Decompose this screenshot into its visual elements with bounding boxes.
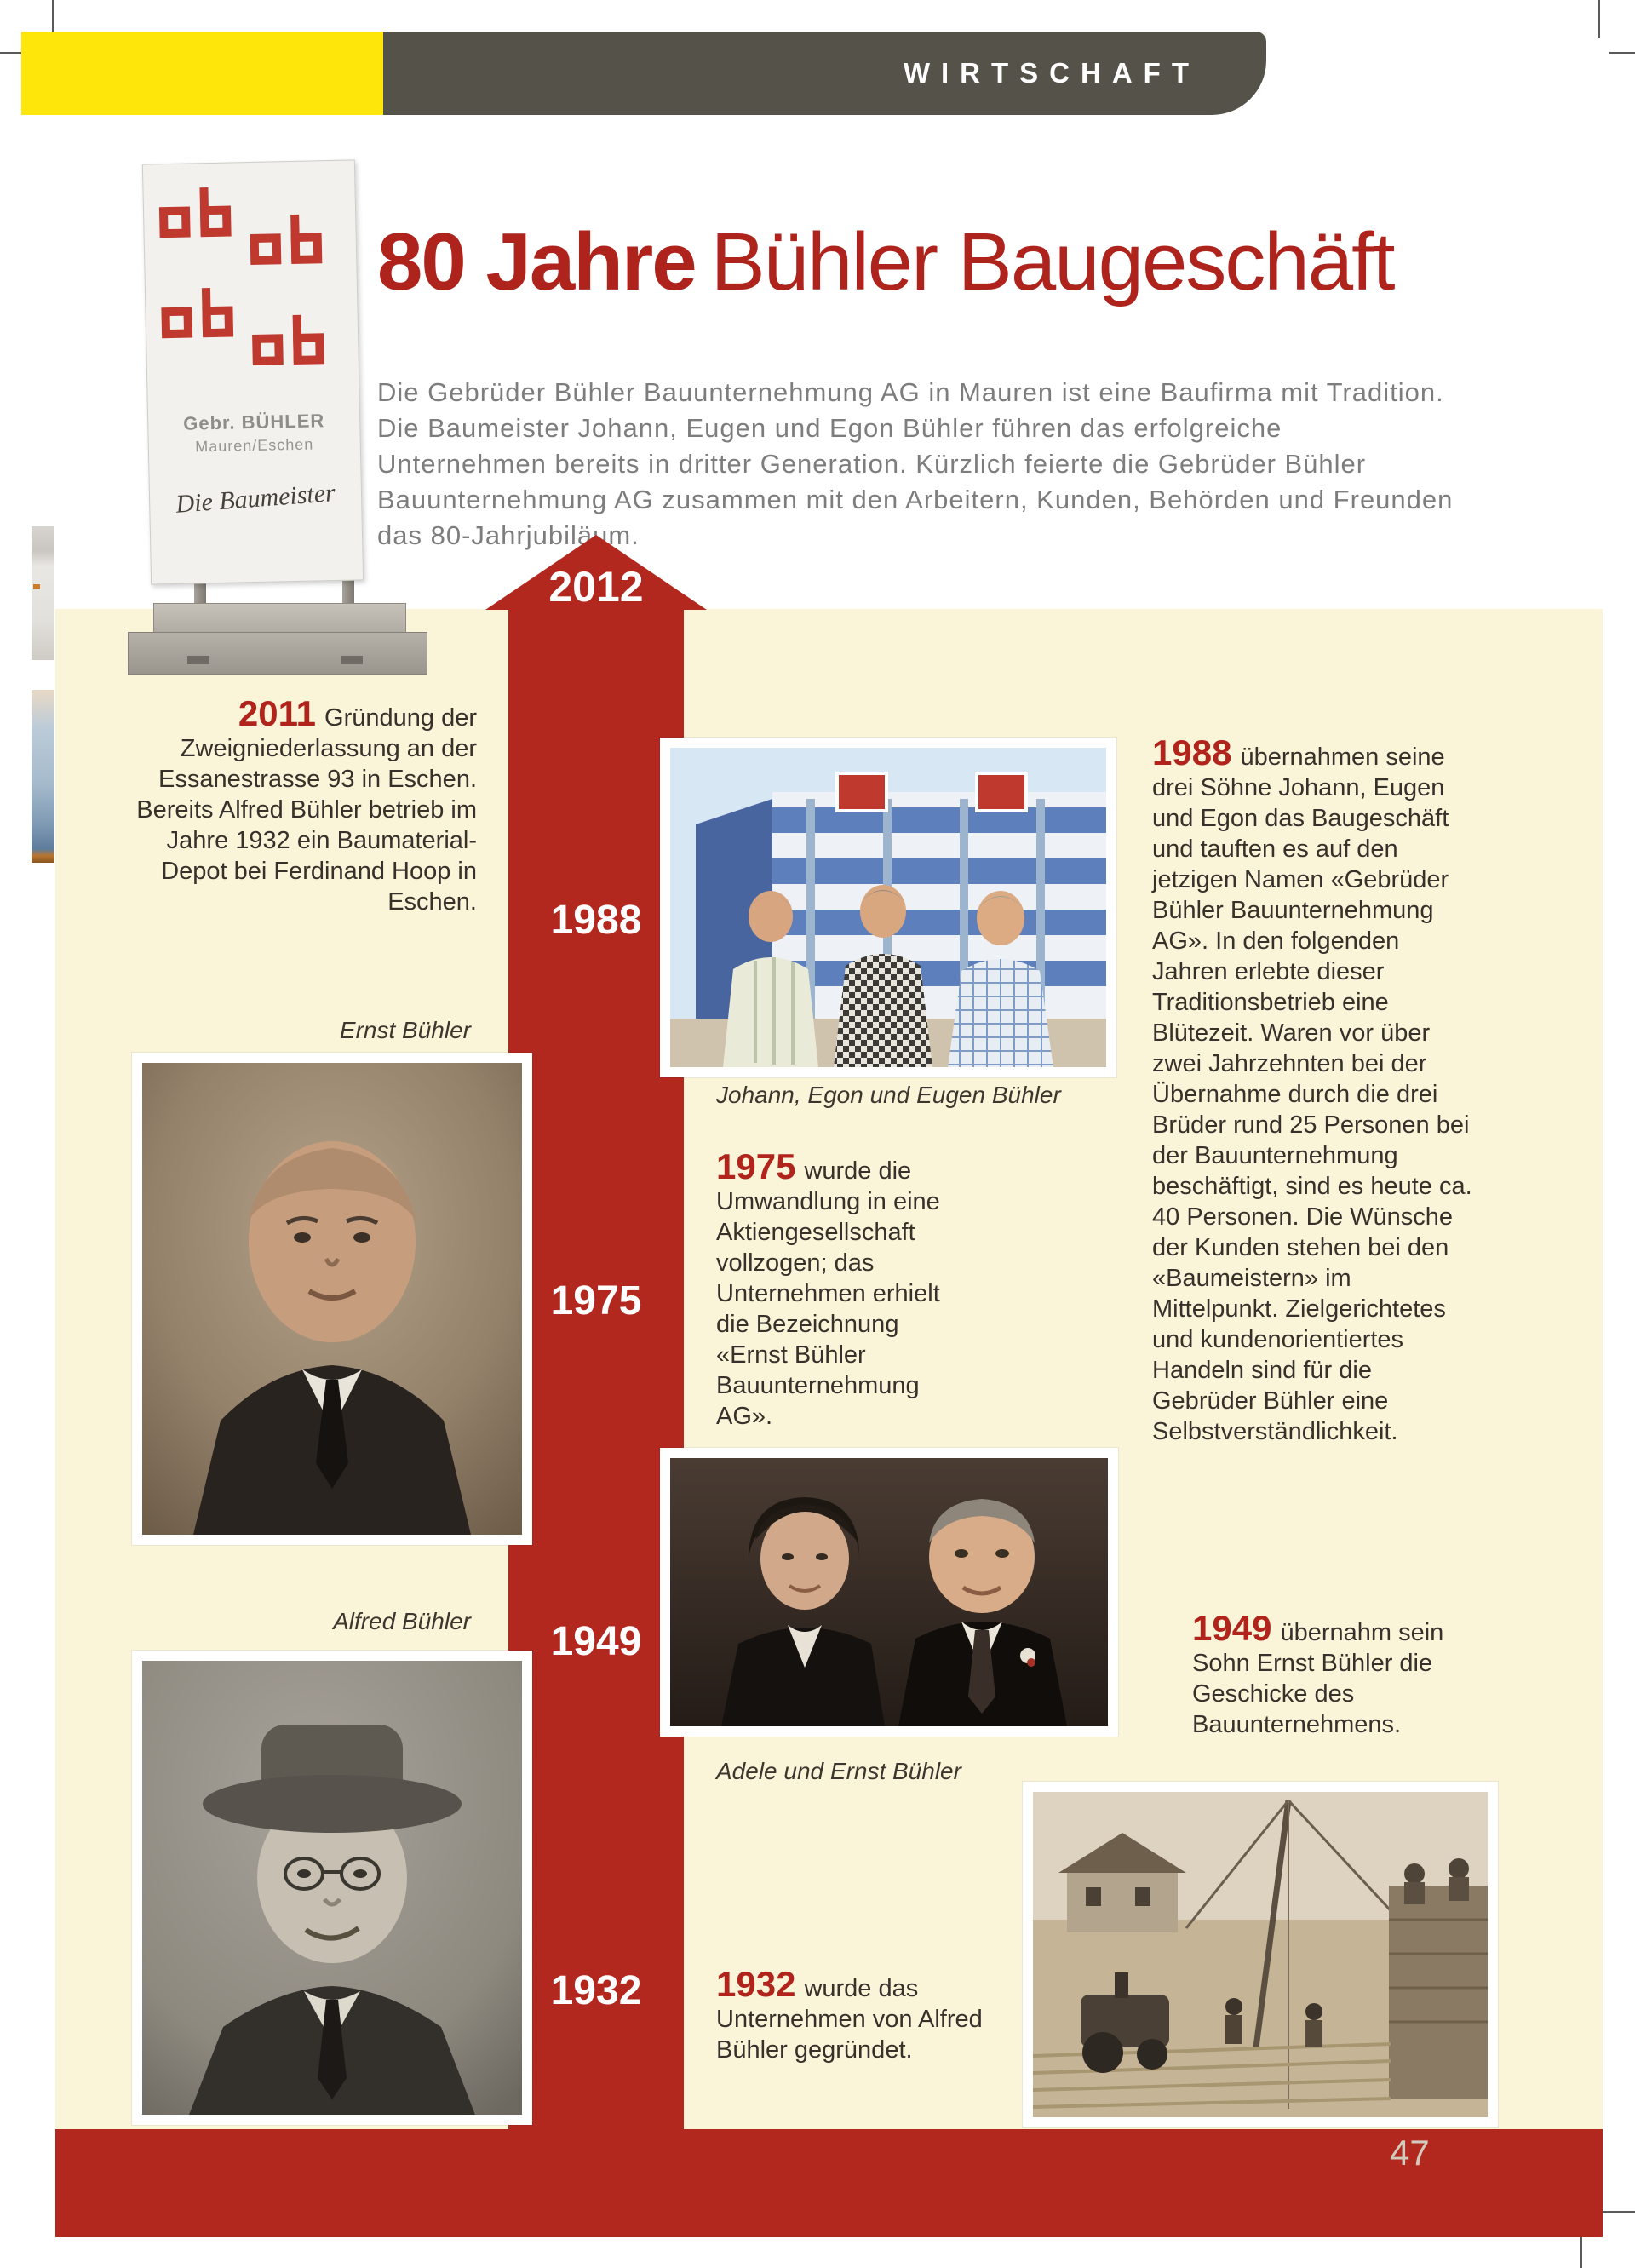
- portrait-illustration: [142, 1063, 522, 1535]
- crop-mark: [1609, 52, 1635, 54]
- event-1932-text: wurde das Unternehmen von Alfred Bühler gegründet.: [716, 1975, 983, 2064]
- timeline-year-1949: 1949: [550, 1619, 642, 1664]
- intro-paragraph: Die Gebrüder Bühler Bauunternehmung AG in Mauren ist eine Baufirma mit Tradition. Die Baumeister Johann, Eugen und Egon Bühler führen das erfolgreiche Unternehmen bereits in dritter Generation. Kürzlich feierte die Gebrüder Bühler Bauunternehmung AG zusammen mit den Arbeitern, Kunden, Behörden und Freunden das 80-Jahrjubiläum.: [377, 377, 1454, 550]
- section-label: WIRTSCHAFT: [903, 57, 1200, 89]
- crop-mark: [1599, 2211, 1635, 2213]
- title-highlight: 80 Jahre: [377, 216, 696, 307]
- event-2011: [128, 693, 477, 917]
- caption-adele-ernst: Adele und Ernst Bühler: [716, 1758, 961, 1784]
- header-section-bar: [383, 32, 1266, 115]
- caption-alfred-buehler: Alfred Bühler: [333, 1608, 471, 1634]
- caption-ernst-buehler: Ernst Bühler: [339, 1017, 471, 1043]
- sign-base-notch: [341, 656, 363, 664]
- gb-logo-icon: [248, 214, 327, 270]
- photo-ernst-buehler: [132, 1053, 532, 1545]
- event-1949: [1192, 1608, 1473, 1740]
- photo-construction-site: [1023, 1782, 1498, 2127]
- couple-illustration: [670, 1458, 1108, 1726]
- article-title: [377, 216, 1484, 307]
- event-1975-text: wurde die Umwandlung in eine Aktiengesellschaft vollzogen; das Unternehmen erhielt die Bezeichnung «Ernst Bühler Bauunternehmung AG».: [716, 1157, 940, 1430]
- event-2011-year: 2011: [238, 693, 317, 733]
- event-1975-year: 1975: [716, 1146, 796, 1186]
- event-1932-year: 1932: [716, 1964, 796, 2004]
- portrait-illustration: [142, 1661, 522, 2115]
- sign-panel: [142, 159, 364, 584]
- event-1988-text: übernahmen seine drei Söhne Johann, Eugen und Egon das Baugeschäft und tauften es auf den jetzigen Namen «Gebrüder Bühler Bauunternehmung AG». In den folgenden Jahren erlebte dieser Traditionsbetrieb eine Blütezeit. Waren vor über zwei Jahrzehnten bei der Übernahme durch die drei Brüder rund 25 Personen bei der Bauunternehmung beschäftigt, sind es heute ca. 40 Personen. Die Wünsche der Kunden stehen bei den «Baumeistern» im Mittelpunkt. Zielgerichtetes und kundenorientiertes Handeln sind für die Gebrüder Bühler eine Selbstverständlichkeit.: [1152, 744, 1472, 1445]
- event-1932: [716, 1964, 989, 2065]
- building-illustration: [670, 748, 1106, 1067]
- photo-alfred-buehler: [132, 1651, 532, 2125]
- photo-adele-ernst: [660, 1448, 1118, 1737]
- caption-johann-egon-eugen: Johann, Egon und Eugen Bühler: [716, 1082, 1061, 1108]
- event-1975: [716, 1146, 972, 1432]
- gb-logo-icon: [250, 314, 330, 370]
- timeline-year-1975: 1975: [550, 1278, 642, 1323]
- sign-base-notch: [187, 656, 209, 664]
- sign-script-slogan: Die Baumeister: [175, 479, 336, 519]
- page-number: 47: [1390, 2133, 1430, 2173]
- sign-concrete-base: [128, 632, 427, 675]
- event-1988-year: 1988: [1152, 732, 1232, 772]
- timeline-year-2012: 2012: [548, 563, 644, 611]
- event-1988: [1152, 732, 1476, 1447]
- event-2011-text: Gründung der Zweigniederlassung an der Essanestrasse 93 in Eschen. Bereits Alfred Bühler betrieb im Jahre 1932 ein Baumaterial-Depot bei Ferdinand Hoop in Eschen.: [136, 704, 477, 916]
- company-sign-photo: [128, 162, 434, 681]
- photo-johann-egon-eugen: [660, 738, 1116, 1077]
- header-yellow-bar: [21, 32, 383, 115]
- page-bleed-photo-strip: [32, 526, 54, 660]
- timeline-year-1932: 1932: [550, 1968, 642, 2013]
- gb-logo-icon: [157, 187, 236, 243]
- crop-mark: [1598, 0, 1600, 38]
- footer-red-bar: [55, 2129, 1603, 2237]
- sign-company-location: Mauren/Eschen: [195, 435, 314, 456]
- brick-wall: [1389, 1858, 1488, 2099]
- event-1949-year: 1949: [1192, 1608, 1272, 1648]
- title-rest: Bühler Baugeschäft: [710, 216, 1394, 307]
- timeline-bar: [508, 608, 684, 2129]
- timeline-year-1988: 1988: [550, 898, 642, 943]
- event-1949-text: übernahm sein Sohn Ernst Bühler die Geschicke des Bauunternehmens.: [1192, 1619, 1444, 1738]
- page-bleed-photo-strip: [32, 690, 54, 863]
- gb-logo-icon: [159, 287, 238, 343]
- sign-company-name: Gebr. BÜHLER: [182, 410, 325, 434]
- construction-illustration: [1033, 1792, 1488, 2117]
